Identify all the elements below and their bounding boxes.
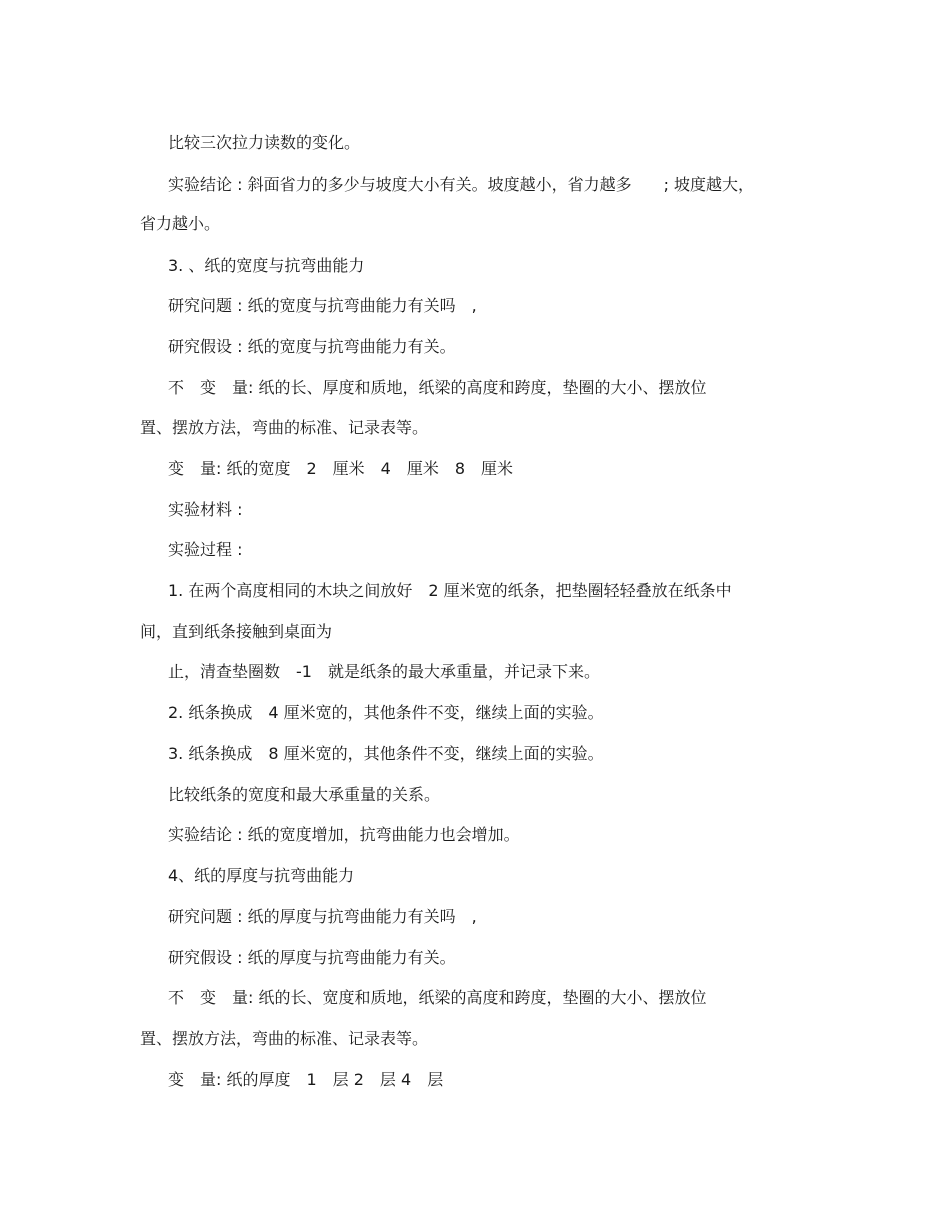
text-line: 比较三次拉力读数的变化。	[168, 133, 361, 152]
text-line: 比较纸条的宽度和最大承重量的关系。	[168, 785, 441, 804]
text-line: 3. 纸条换成 8 厘米宽的，其他条件不变，继续上面的实验。	[168, 744, 604, 763]
text-line: 置、摆放方法，弯曲的标准、记录表等。	[140, 418, 429, 437]
text-line: 研究假设 : 纸的宽度与抗弯曲能力有关。	[168, 337, 456, 356]
text-line: 实验材料 :	[168, 500, 243, 519]
section-heading: 3. 、纸的宽度与抗弯曲能力	[168, 256, 365, 275]
text-line: 止，清查垫圈数 -1 就是纸条的最大承重量，并记录下来。	[168, 662, 600, 681]
text-line: 实验结论 : 纸的宽度增加，抗弯曲能力也会增加。	[168, 825, 520, 844]
text-line: 不 变 量: 纸的长、厚度和质地，纸梁的高度和跨度，垫圈的大小、摆放位	[168, 378, 707, 397]
text-line: 变 量: 纸的宽度 2 厘米 4 厘米 8 厘米	[168, 459, 514, 478]
text-line: 变 量: 纸的厚度 1 层 2 层 4 层	[168, 1070, 444, 1089]
text-line: 实验结论 : 斜面省力的多少与坡度大小有关。坡度越小，省力越多 ; 坡度越大，	[168, 175, 755, 194]
text-line: 省力越小。	[140, 214, 221, 233]
section-heading: 4、纸的厚度与抗弯曲能力	[168, 866, 355, 885]
text-line: 实验过程 :	[168, 540, 243, 559]
text-line: 研究问题 : 纸的宽度与抗弯曲能力有关吗 ,	[168, 296, 477, 315]
text-line: 置、摆放方法，弯曲的标准、记录表等。	[140, 1029, 429, 1048]
text-line: 1. 在两个高度相同的木块之间放好 2 厘米宽的纸条，把垫圈轻轻叠放在纸条中	[168, 581, 732, 600]
text-line: 2. 纸条换成 4 厘米宽的，其他条件不变，继续上面的实验。	[168, 703, 604, 722]
text-line: 间，直到纸条接触到桌面为	[140, 622, 333, 641]
text-line: 研究假设 : 纸的厚度与抗弯曲能力有关。	[168, 948, 456, 967]
text-line: 研究问题 : 纸的厚度与抗弯曲能力有关吗 ,	[168, 907, 477, 926]
text-line: 不 变 量: 纸的长、宽度和质地，纸梁的高度和跨度，垫圈的大小、摆放位	[168, 988, 707, 1007]
